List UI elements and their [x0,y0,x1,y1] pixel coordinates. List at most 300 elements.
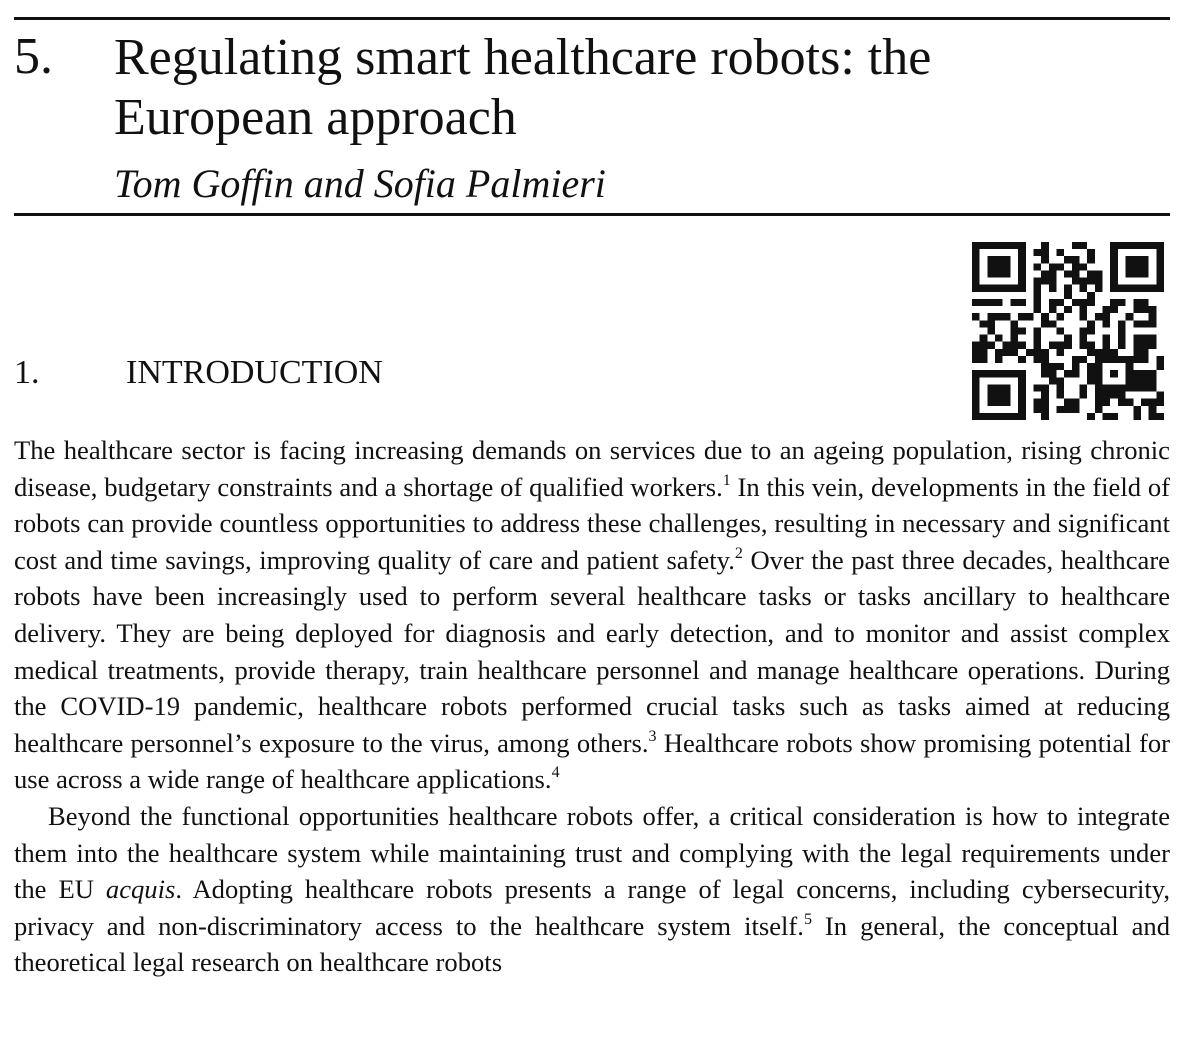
qr-module [1133,349,1141,356]
qr-module [1149,320,1157,327]
qr-module [1041,356,1049,363]
paragraph-2-text-1: Beyond the functional opportunities healthcare robots offer, a critical consideration is how to integrate them into the healthcare system while maintaining trust and complying with the legal requirements under the EU [14,800,1170,905]
qr-module [1041,399,1049,406]
qr-module [1049,285,1057,292]
qr-module [1149,399,1157,406]
qr-module [1080,285,1088,292]
qr-module [972,399,980,406]
qr-module [972,377,980,384]
qr-module [1064,370,1072,377]
qr-module [1087,327,1095,334]
qr-module [1141,242,1149,249]
footnote-ref-2[interactable]: 2 [734,544,743,562]
qr-module [1033,263,1041,270]
qr-module [1103,349,1111,356]
qr-module [1080,313,1088,320]
qr-module [1080,384,1088,391]
qr-module [987,384,995,391]
paragraph-1-text-3: Over the past three decades, healthcare robots have been increasingly used to perform several healthcare tasks or tasks ancillary to healthcare delivery. They are being deployed for diagnosis and early detection, and to monitor and assist complex medical treatments, provide therapy, train healthcare personnel and manage healthcare operations. During the COVID-19 pandemic, healthcare robots performed crucial tasks such as tasks aimed at reducing healthcare personnel’s exposure to the virus, among others. [14,544,1170,758]
qr-module [1110,270,1118,277]
qr-module [1103,384,1111,391]
qr-module [1110,242,1118,249]
qr-module [1103,342,1111,349]
qr-module [1010,285,1018,292]
qr-module [1072,278,1080,285]
footnote-ref-1[interactable]: 1 [722,471,731,489]
qr-module [1018,313,1026,320]
qr-module [1133,270,1141,277]
qr-module [1095,285,1103,292]
qr-module [1095,384,1103,391]
qr-module [1080,278,1088,285]
qr-module [1056,349,1064,356]
qr-module [980,299,988,306]
qr-module [1087,370,1095,377]
qr-module [1141,335,1149,342]
qr-module [1010,342,1018,349]
qr-module [1003,270,1011,277]
qr-module [1149,370,1157,377]
qr-module [1064,256,1072,263]
qr-module [1049,306,1057,313]
paragraph-1-text-1: The healthcare sector is facing increasing demands on services due to an ageing population, rising chronic disease, budgetary constraints and a shortage of qualified workers. [14,435,1170,502]
qr-module [995,256,1003,263]
qr-module [1156,363,1164,370]
chapter-number: 5. [14,28,53,85]
qr-module [995,285,1003,292]
qr-module [1095,370,1103,377]
qr-module [1033,299,1041,306]
qr-module [1018,356,1026,363]
qr-module [1041,313,1049,320]
qr-module [1056,299,1064,306]
qr-module [1126,377,1134,384]
qr-module [987,256,995,263]
qr-module [1049,320,1057,327]
footnote-ref-4[interactable]: 4 [551,764,560,782]
section-title: INTRODUCTION [126,354,383,391]
qr-module [1041,413,1049,420]
qr-module [1110,413,1118,420]
chapter-title-line-2: European approach [114,89,517,146]
qr-module [1010,299,1018,306]
qr-module [1156,413,1164,420]
qr-module [1080,335,1088,342]
qr-module [972,356,980,363]
qr-module [1072,363,1080,370]
qr-module [1018,399,1026,406]
qr-module [1141,306,1149,313]
paragraph-2-text-3: In general, the conceptual and theoretical legal research on healthcare robots [14,910,1171,978]
qr-module [1041,249,1049,256]
qr-module [1018,392,1026,399]
qr-module [1126,313,1134,320]
qr-module [1033,249,1041,256]
qr-module [1118,399,1126,406]
qr-module [1095,406,1103,413]
qr-module [1110,392,1118,399]
qr-module [1156,270,1164,277]
qr-module [1080,392,1088,399]
qr-module [1110,278,1118,285]
qr-module [1080,356,1088,363]
qr-module [1118,242,1126,249]
qr-module [1056,363,1064,370]
qr-module [1018,342,1026,349]
qr-module [1033,384,1041,391]
qr-module [1064,335,1072,342]
qr-module [995,399,1003,406]
chapter-authors: Tom Goffin and Sofia Palmieri [114,161,606,206]
qr-module [1141,256,1149,263]
qr-module [1126,363,1134,370]
qr-module [1080,327,1088,334]
qr-module [1003,256,1011,263]
qr-module [1087,320,1095,327]
qr-module [1018,377,1026,384]
qr-module [1003,413,1011,420]
qr-module [1080,342,1088,349]
qr-module [1056,384,1064,391]
qr-module [1095,363,1103,370]
qr-module [1087,377,1095,384]
chapter-title-line-1: Regulating smart healthcare robots: the [114,29,932,86]
qr-code-icon[interactable] [972,242,1164,420]
qr-module [1156,399,1164,406]
qr-module [1018,263,1026,270]
qr-module [987,399,995,406]
qr-module [1133,377,1141,384]
qr-module [1095,377,1103,384]
qr-module [1064,285,1072,292]
qr-module [1133,335,1141,342]
qr-module [1056,313,1064,320]
paragraph-1 [14,432,1170,798]
qr-module [1126,285,1134,292]
qr-module [980,285,988,292]
qr-module [1003,349,1011,356]
qr-module [1149,242,1157,249]
qr-module [1126,270,1134,277]
qr-module [1133,285,1141,292]
qr-module [1118,356,1126,363]
qr-module [1072,356,1080,363]
qr-module [1141,263,1149,270]
qr-module [1126,256,1134,263]
qr-module [987,327,995,334]
qr-module [1149,313,1157,320]
qr-module [1018,299,1026,306]
qr-module [1033,292,1041,299]
qr-module [980,342,988,349]
qr-module [1018,256,1026,263]
qr-module [1056,263,1064,270]
qr-module [1003,242,1011,249]
qr-module [1110,356,1118,363]
qr-module [987,392,995,399]
qr-module [1003,342,1011,349]
qr-module [987,263,995,270]
qr-module [987,299,995,306]
qr-module [1103,399,1111,406]
qr-module [1010,413,1018,420]
qr-module [1141,270,1149,277]
qr-module [1110,349,1118,356]
qr-module [1095,313,1103,320]
qr-module [972,278,980,285]
qr-module [1056,377,1064,384]
qr-module [1087,299,1095,306]
qr-module [1010,335,1018,342]
qr-module [1110,256,1118,263]
qr-module [1141,384,1149,391]
qr-module [1141,370,1149,377]
qr-module [1126,242,1134,249]
qr-module [972,349,980,356]
qr-module [995,392,1003,399]
qr-module [995,370,1003,377]
qr-module [1149,342,1157,349]
qr-module [1056,342,1064,349]
qr-module [972,249,980,256]
qr-module [1095,349,1103,356]
qr-module [1056,392,1064,399]
qr-module [1056,249,1064,256]
qr-module [1103,306,1111,313]
qr-module [987,413,995,420]
qr-module [1149,384,1157,391]
qr-module [1072,370,1080,377]
qr-module [1003,263,1011,270]
qr-module [1041,256,1049,263]
qr-module [1003,392,1011,399]
qr-module [1018,242,1026,249]
qr-module [1149,377,1157,384]
qr-module [1041,320,1049,327]
qr-module [1141,285,1149,292]
paragraph-1-text-2: In this vein, developments in the field of robots can provide countless opportunities to address these challenges, resulting in necessary and significant cost and time savings, improving quality of care and patient safety. [14,471,1170,575]
qr-module [1049,377,1057,384]
qr-module [1118,384,1126,391]
qr-module [1133,342,1141,349]
qr-module [1149,285,1157,292]
qr-module [1080,242,1088,249]
qr-module [995,313,1003,320]
qr-module [1010,349,1018,356]
qr-module [980,242,988,249]
footnote-ref-5[interactable]: 5 [803,910,812,928]
qr-module [1010,370,1018,377]
qr-module [1033,285,1041,292]
qr-module [1156,263,1164,270]
qr-module [1156,392,1164,399]
qr-module [1072,242,1080,249]
qr-module [1118,299,1126,306]
qr-module [1049,278,1057,285]
qr-module [1133,384,1141,391]
qr-module [972,384,980,391]
qr-module [1018,413,1026,420]
qr-module [1033,278,1041,285]
qr-module [987,370,995,377]
qr-module [1064,399,1072,406]
qr-module [1141,320,1149,327]
qr-module [1156,249,1164,256]
qr-module [1087,270,1095,277]
qr-module [995,242,1003,249]
qr-module [980,349,988,356]
qr-module [995,349,1003,356]
qr-module [1149,335,1157,342]
qr-module [1118,320,1126,327]
qr-module [987,285,995,292]
qr-module [1133,306,1141,313]
qr-module [1110,384,1118,391]
qr-module [1049,363,1057,370]
qr-module [1033,342,1041,349]
qr-module [995,384,1003,391]
qr-module [1087,256,1095,263]
qr-module [1018,327,1026,334]
qr-module [1095,270,1103,277]
qr-module [995,335,1003,342]
header-top-rule [14,17,1170,20]
qr-module [1033,349,1041,356]
qr-module [1087,342,1095,349]
qr-module [1087,349,1095,356]
qr-module [1018,270,1026,277]
qr-module [1018,249,1026,256]
qr-module [987,313,995,320]
qr-module [1156,278,1164,285]
qr-module [1018,406,1026,413]
qr-module [1056,406,1064,413]
qr-module [972,413,980,420]
qr-module [1087,278,1095,285]
qr-module [1033,306,1041,313]
qr-module [1126,356,1134,363]
qr-module [980,335,988,342]
qr-module [972,313,980,320]
footnote-ref-3[interactable]: 3 [648,727,657,745]
qr-module [972,256,980,263]
qr-module [1041,363,1049,370]
qr-module [1010,242,1018,249]
qr-module [1049,270,1057,277]
header-bottom-rule [14,213,1170,216]
qr-module [1018,278,1026,285]
qr-module [987,242,995,249]
qr-module [1156,356,1164,363]
qr-module [1072,263,1080,270]
qr-module [1095,399,1103,406]
qr-module [1156,242,1164,249]
qr-module [1103,320,1111,327]
qr-module [1018,370,1026,377]
qr-module [980,356,988,363]
qr-module [987,320,995,327]
qr-module [1110,249,1118,256]
qr-module [1064,306,1072,313]
qr-module [1133,242,1141,249]
qr-module [1110,299,1118,306]
qr-module [1133,370,1141,377]
qr-module [1033,356,1041,363]
qr-module [1156,285,1164,292]
chapter-body [14,432,1170,981]
qr-module [995,263,1003,270]
qr-module [1041,370,1049,377]
qr-module [1080,306,1088,313]
qr-module [972,406,980,413]
qr-module [1141,356,1149,363]
qr-module [1080,263,1088,270]
qr-module [1156,256,1164,263]
qr-module [972,342,980,349]
qr-module [1087,363,1095,370]
qr-module [1072,270,1080,277]
qr-module [1049,299,1057,306]
qr-module [1018,384,1026,391]
qr-module [1133,356,1141,363]
qr-module [1049,263,1057,270]
qr-module [1087,292,1095,299]
qr-module [995,270,1003,277]
qr-module [1018,285,1026,292]
qr-module [1149,413,1157,420]
qr-module [980,370,988,377]
qr-module [1095,392,1103,399]
qr-module [1010,320,1018,327]
qr-module [972,370,980,377]
qr-module [1133,413,1141,420]
qr-module [1149,306,1157,313]
qr-module [1072,399,1080,406]
qr-module [1133,406,1141,413]
qr-module [1033,406,1041,413]
qr-module [1041,406,1049,413]
qr-module [1033,399,1041,406]
qr-module [1118,342,1126,349]
qr-module [1141,342,1149,349]
qr-module [995,356,1003,363]
qr-module [1026,313,1034,320]
qr-module [1064,270,1072,277]
qr-module [1041,384,1049,391]
paragraph-2-italic-term: acquis [105,874,176,905]
paragraph-1-text-4: Healthcare robots show promising potential for use across a wide range of healthcare applications. [14,727,1170,795]
qr-module [1041,349,1049,356]
qr-module [1087,249,1095,256]
qr-module [1064,342,1072,349]
qr-module [972,299,980,306]
qr-module [1049,370,1057,377]
qr-module [1110,285,1118,292]
qr-module [1141,349,1149,356]
qr-module [1041,242,1049,249]
qr-module [1141,299,1149,306]
qr-module [1010,327,1018,334]
qr-module [1003,399,1011,406]
qr-module [1133,299,1141,306]
section-heading [14,352,383,394]
qr-module [1003,285,1011,292]
paragraph-2 [14,798,1170,981]
qr-module [1026,349,1034,356]
qr-module [1072,256,1080,263]
qr-module [1118,327,1126,334]
qr-module [1110,370,1118,377]
